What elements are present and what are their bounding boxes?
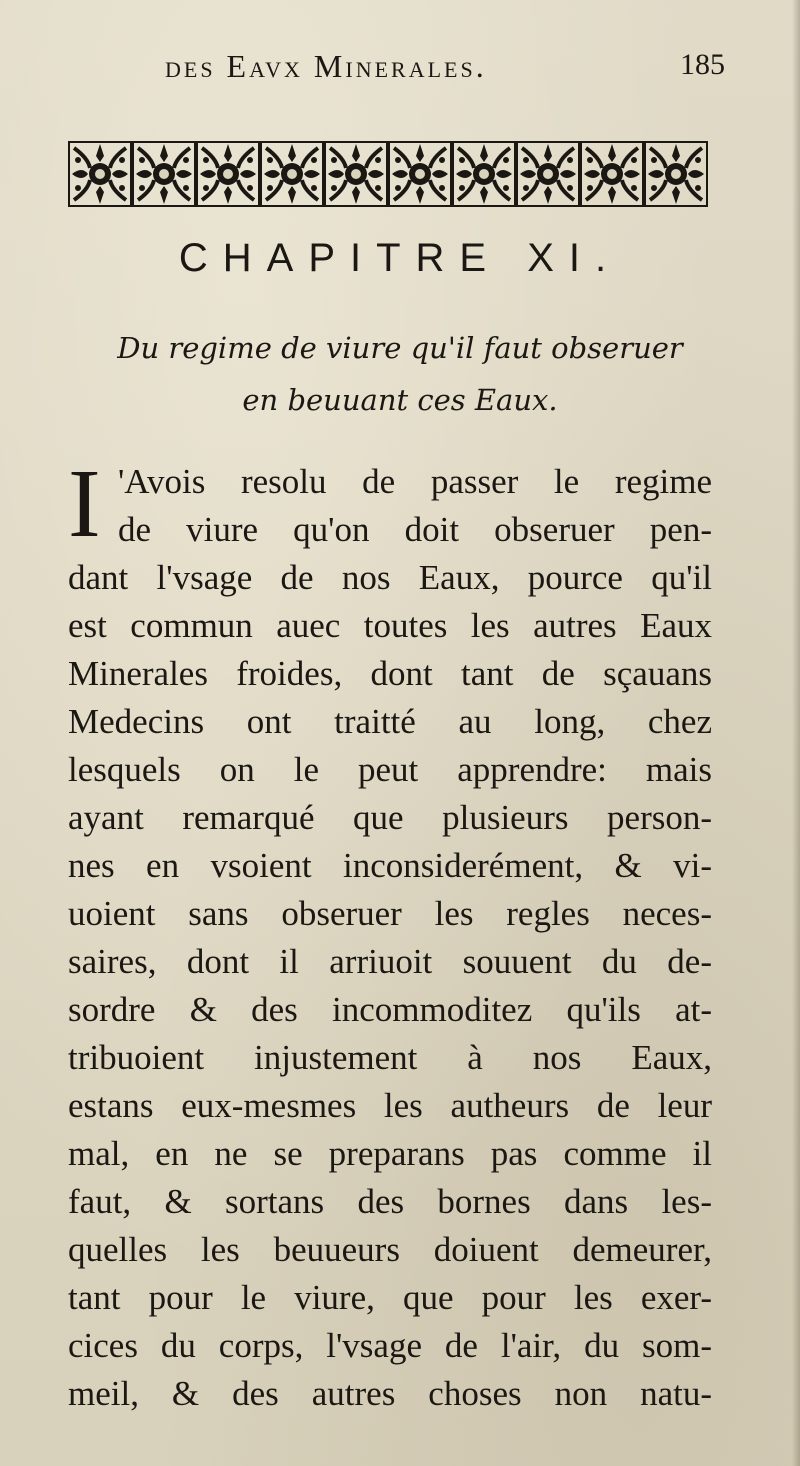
text-line: 'Avois resolu de passer le regime xyxy=(118,462,712,501)
page-number: 185 xyxy=(680,48,725,81)
running-head-title: des Eavx Minerales. xyxy=(165,48,487,84)
body-text xyxy=(68,450,712,1418)
fleuron-border-icon xyxy=(68,138,712,210)
text-line: tribuoient injustement à nos Eaux, xyxy=(68,1038,712,1077)
drop-cap: I xyxy=(68,450,101,558)
chapter-heading: CHAPITRE XI. xyxy=(178,236,622,280)
text-line: lesquels on le peut apprendre: mais xyxy=(68,750,712,789)
text-line: cices du corps, l'vsage de l'air, du som- xyxy=(68,1326,712,1365)
text-line: Minerales froides, dont tant de sçauans xyxy=(68,654,712,693)
text-line: de viure qu'on doit obseruer pen- xyxy=(118,510,712,549)
text-line: estans eux-mesmes les autheurs de leur xyxy=(68,1086,712,1125)
text-line: dant l'vsage de nos Eaux, pource qu'il xyxy=(68,558,712,597)
chapter-subtitle xyxy=(60,322,740,426)
text-line: ayant remarqué que plusieurs person- xyxy=(68,798,712,837)
text-line: uoient sans obseruer les regles neces- xyxy=(68,894,712,933)
text-line: quelles les beuueurs doiuent demeurer, xyxy=(68,1230,712,1269)
text-line: saires, dont il arriuoit souuent du de- xyxy=(68,942,712,981)
chapter-subtitle-line: Du regime de viure qu'il faut obseruer xyxy=(117,331,683,365)
text-line: meil, & des autres choses non natu- xyxy=(68,1374,712,1413)
text-line: faut, & sortans des bornes dans les- xyxy=(68,1182,712,1221)
running-head xyxy=(165,48,725,98)
text-line: nes en vsoient inconsiderément, & vi- xyxy=(68,846,712,885)
chapter-subtitle-line: en beuuant ces Eaux. xyxy=(242,383,558,417)
text-line: mal, en ne se preparans pas comme il xyxy=(68,1134,712,1173)
text-line: Medecins ont traitté au long, chez xyxy=(68,702,712,741)
text-line: sordre & des incommoditez qu'ils at- xyxy=(68,990,712,1029)
text-line: est commun auec toutes les autres Eaux xyxy=(68,606,712,645)
text-line: tant pour le viure, que pour les exer- xyxy=(68,1278,712,1317)
